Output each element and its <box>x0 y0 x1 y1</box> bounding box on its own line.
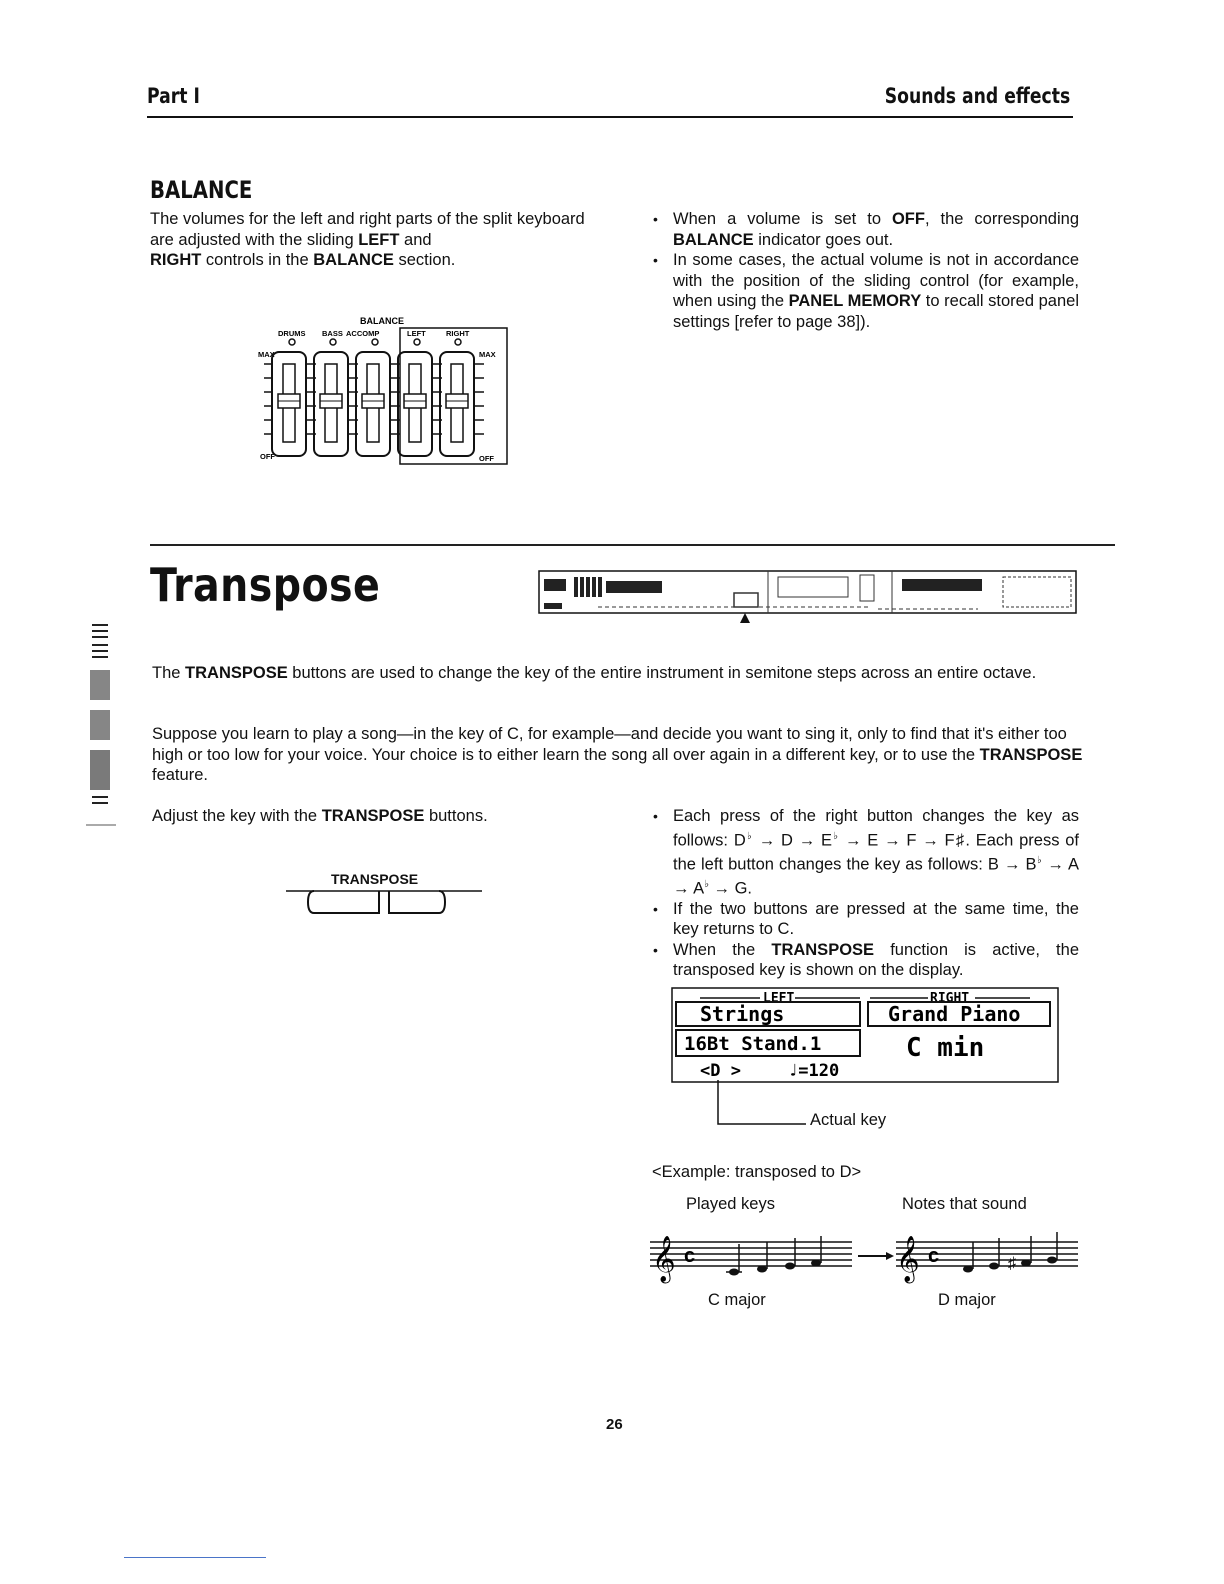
transpose-intro: The TRANSPOSE buttons are used to change the key of the entire instrument in semitone steps across an entire octave. <box>152 664 1037 682</box>
label-bass: BASS <box>322 329 343 338</box>
instrument-panel-strip <box>538 567 1078 625</box>
transpose-bullet-reset: • If the two buttons are pressed at the same time, the key returns to C. <box>653 899 1079 940</box>
diagram-balance-title: BALANCE <box>360 316 404 326</box>
example-sound-label: Notes that sound <box>902 1195 1027 1213</box>
indicator-bass <box>330 339 336 345</box>
label-max-left: MAX <box>258 350 275 359</box>
transpose-buttons-label: TRANSPOSE <box>331 871 419 887</box>
transpose-bullet-display: • When the TRANSPOSE function is active, the transposed key is shown on the display. <box>653 940 1079 981</box>
label-right: RIGHT <box>446 329 470 338</box>
label-off-left: OFF <box>260 452 275 461</box>
transpose-bullet-sequence: • Each press of the right button changes the key as follows: D♭ → D → E♭ → E → F → F♯. Each press of the left button changes the key as follows: B → B♭ → A → A♭ → G. <box>653 806 1079 899</box>
svg-text:♯: ♯ <box>1008 1255 1016 1272</box>
indicator-right <box>455 339 461 345</box>
common-time-left: c <box>684 1245 696 1267</box>
transpose-rule <box>150 544 1115 546</box>
label-accomp: ACCOMP <box>346 329 380 338</box>
indicator-drums <box>289 339 295 345</box>
common-time-right: c <box>928 1245 940 1267</box>
actual-key-pointer <box>718 1080 806 1124</box>
transpose-notes <box>653 806 1079 981</box>
balance-notes <box>653 209 1079 332</box>
treble-clef-icon-right: 𝄞 <box>896 1237 920 1281</box>
transpose-adjust: Adjust the key with the TRANSPOSE buttons. <box>152 807 488 825</box>
transpose-up-button[interactable] <box>389 891 445 913</box>
lcd-tempo: ♩=120 <box>788 1061 840 1081</box>
treble-clef-icon-left: 𝄞 <box>652 1237 676 1281</box>
transpose-example-paragraph: Suppose you learn to play a song—in the key of C, for example—and decide you want to sing it, only to find that it's either too high or too low for your voice. Your choice is to either learn the song all over again in a different key, or to use the TRANSPOSE feature. <box>152 725 1083 784</box>
example-caption: <Example: transposed to D> <box>652 1163 862 1181</box>
bottom-edge-line <box>124 1557 266 1558</box>
transpose-buttons-diagram <box>284 888 484 920</box>
lcd-left-voice: Strings <box>700 1002 785 1026</box>
page-number: 26 <box>606 1416 623 1433</box>
balance-slider-diagram <box>250 312 515 472</box>
lcd-style: 16Bt Stand.1 <box>684 1033 822 1055</box>
indicator-accomp <box>372 339 378 345</box>
label-max-right: MAX <box>479 350 496 359</box>
lcd-right-voice: Grand Piano <box>888 1002 1021 1026</box>
header-rule <box>147 116 1073 118</box>
transpose-down-button[interactable] <box>308 891 379 913</box>
label-off-right: OFF <box>479 454 494 463</box>
lcd-caption: Actual key <box>810 1111 887 1129</box>
header-part: Part I <box>147 84 200 108</box>
lcd-key: <D > <box>700 1061 741 1081</box>
transpose-location-arrow-icon <box>740 613 750 623</box>
label-drums: DRUMS <box>278 329 306 338</box>
lcd-right-label: RIGHT <box>930 991 970 1006</box>
label-left: LEFT <box>407 329 426 338</box>
lcd-left-label: LEFT <box>763 991 795 1006</box>
balance-intro: The volumes for the left and right parts of the split keyboard are adjusted with the sliding LEFT and RIGHT controls in the BALANCE section. <box>150 210 585 269</box>
header-section: Sounds and effects <box>884 84 1070 108</box>
balance-title: BALANCE <box>150 176 253 204</box>
example-played-label: Played keys <box>686 1195 775 1213</box>
margin-thumb-index <box>86 620 120 830</box>
transpose-title: Transpose <box>150 558 381 612</box>
lcd-chord: C min <box>906 1033 985 1063</box>
indicator-left <box>414 339 420 345</box>
balance-bullet-panel-memory: • In some cases, the actual volume is not in accordance with the position of the sliding control (for example, when using the PANEL MEMORY to recall stored panel settings [refer to page 38]). <box>653 250 1079 332</box>
balance-bullet-off: • When a volume is set to OFF, the corresponding BALANCE indicator goes out. <box>653 209 1079 250</box>
music-example <box>646 1222 1086 1286</box>
d-major-label: D major <box>938 1291 996 1309</box>
c-major-label: C major <box>708 1291 766 1309</box>
